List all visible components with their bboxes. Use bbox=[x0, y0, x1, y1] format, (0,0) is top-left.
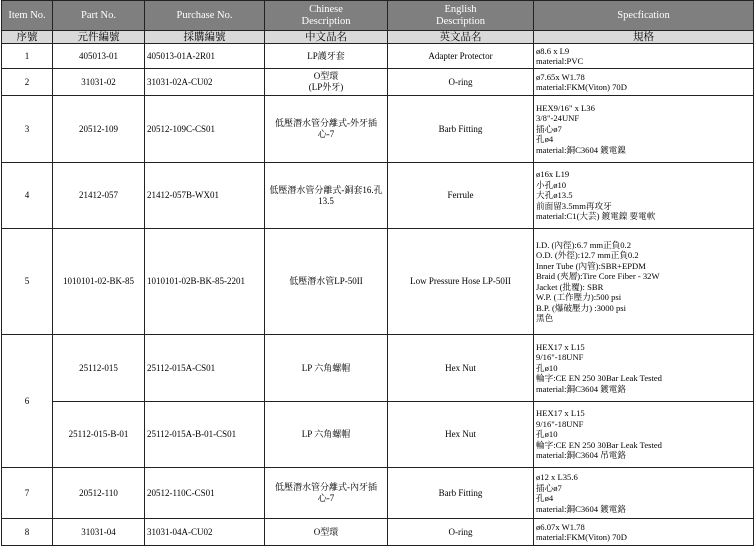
chinese-desc-cell: 低壓潛水管分離式-銅套16.孔13.5 bbox=[265, 163, 388, 229]
english-desc-cell: Ferrule bbox=[388, 163, 534, 229]
spec-cell bbox=[534, 402, 754, 468]
subheader-purchase-no: 採購編號 bbox=[145, 31, 265, 44]
chinese-desc-cell: 低壓潛水管分離式-外牙插心-7 bbox=[265, 96, 388, 163]
spec-line: 小孔ø10 bbox=[536, 179, 567, 190]
spec-line: Jacket (批覆): SBR bbox=[536, 281, 604, 292]
purchase-no-cell: 20512-110C-CS01 bbox=[145, 468, 265, 519]
part-no-cell: 31031-04 bbox=[53, 519, 145, 546]
spec-line: 插心ø7 bbox=[536, 123, 562, 134]
header-row bbox=[2, 1, 754, 31]
part-no-cell: 405013-01 bbox=[53, 44, 145, 69]
spec-line: O.D. (外徑):12.7 mm正負0.2 bbox=[536, 250, 639, 260]
spec-line: Inner Tube (內管):SBR+EPDM bbox=[536, 260, 646, 271]
item-no-cell: 7 bbox=[2, 468, 53, 519]
item-no-cell: 1 bbox=[2, 44, 53, 69]
spec-line: 插心ø7 bbox=[536, 482, 562, 493]
chinese-desc-cell: LP 六角螺帽 bbox=[265, 402, 388, 468]
chinese-desc-cell: 低壓潛水管LP-50II bbox=[265, 229, 388, 335]
table-row bbox=[2, 402, 754, 468]
header-purchase-no: Purchase No. bbox=[145, 1, 265, 31]
english-desc-cell: O-ring bbox=[388, 69, 534, 96]
spec-line: material:C1(大芸) 鍍電鎳 要電軟 bbox=[536, 211, 656, 222]
spec-line: material:PVC bbox=[536, 56, 584, 66]
table-row bbox=[2, 468, 754, 519]
purchase-no-cell: 31031-02A-CU02 bbox=[145, 69, 265, 96]
purchase-no-cell: 21412-057B-WX01 bbox=[145, 163, 265, 229]
item-no-cell: 2 bbox=[2, 69, 53, 96]
english-desc-cell: O-ring bbox=[388, 519, 534, 546]
part-no-cell: 25112-015 bbox=[53, 335, 145, 402]
header-part-no: Part No. bbox=[53, 1, 145, 31]
header-chinese-line1: Chinese bbox=[309, 4, 343, 15]
chinese-desc-cell: O型環 bbox=[265, 519, 388, 546]
item-no-cell: 3 bbox=[2, 96, 53, 163]
table-row bbox=[2, 69, 754, 96]
spec-line: HEX17 x L15 bbox=[536, 341, 585, 352]
spec-line: ø12 x L35.6 bbox=[536, 472, 578, 482]
spec-line: material:銅C3604 鍍電鎳 bbox=[536, 144, 626, 155]
spec-line: 孔ø10 bbox=[536, 362, 558, 373]
spec-line: W.P. (工作壓力):500 psi bbox=[536, 292, 622, 302]
part-no-cell: 20512-109 bbox=[53, 96, 145, 163]
spec-line: material:銅C3604 鍍電鉻 bbox=[536, 503, 626, 514]
table-row bbox=[2, 229, 754, 335]
spec-cell bbox=[534, 229, 754, 335]
item-no-cell: 4 bbox=[2, 163, 53, 229]
spec-line: ø7.65x W1.78 bbox=[536, 71, 585, 82]
spec-line: material:FKM(Viton) 70D bbox=[536, 82, 627, 92]
spec-line: HEX9/16" x L36 bbox=[536, 102, 595, 113]
spec-line: ø16x L19 bbox=[536, 169, 570, 180]
spec-line: material:銅C3604 鍍電鉻 bbox=[536, 383, 626, 394]
purchase-no-cell: 31031-04A-CU02 bbox=[145, 519, 265, 546]
part-no-cell: 20512-110 bbox=[53, 468, 145, 519]
spec-line: material:銅C3604 吊電鉻 bbox=[536, 450, 626, 461]
table-row bbox=[2, 163, 754, 229]
spec-line: B.P. (爆破壓力) :3000 psi bbox=[536, 302, 627, 313]
english-desc-cell: Hex Nut bbox=[388, 335, 534, 402]
chinese-desc-cell: O型環 (LP外牙) bbox=[265, 69, 388, 96]
purchase-no-cell: 20512-109C-CS01 bbox=[145, 96, 265, 163]
purchase-no-cell: 25112-015A-B-01-CS01 bbox=[145, 402, 265, 468]
item-no-cell: 8 bbox=[2, 519, 53, 546]
subheader-item-no: 序號 bbox=[2, 31, 53, 44]
english-desc-cell: Barb Fitting bbox=[388, 96, 534, 163]
spec-line: 孔ø4 bbox=[536, 134, 554, 145]
spec-cell bbox=[534, 69, 754, 96]
spec-cell bbox=[534, 44, 754, 69]
header-item-no: Item No. bbox=[2, 1, 53, 31]
spec-line: HEX17 x L15 bbox=[536, 408, 585, 419]
spec-line: 3/8"-24UNF bbox=[536, 113, 580, 124]
spec-line: 孔ø10 bbox=[536, 429, 558, 440]
chinese-desc-cell: LP護牙套 bbox=[265, 44, 388, 69]
header-english-line2: Description bbox=[436, 15, 485, 27]
item-no-cell: 6 bbox=[2, 335, 53, 468]
spec-cell bbox=[534, 163, 754, 229]
table-row bbox=[2, 335, 754, 402]
spec-line: 黑色 bbox=[536, 313, 554, 323]
english-desc-cell: Hex Nut bbox=[388, 402, 534, 468]
table-row bbox=[2, 519, 754, 546]
header-english-description bbox=[388, 1, 534, 31]
purchase-no-cell: 405013-01A-2R01 bbox=[145, 44, 265, 69]
english-desc-cell: Barb Fitting bbox=[388, 468, 534, 519]
english-desc-cell: Adapter Protector bbox=[388, 44, 534, 69]
spec-line: material:FKM(Viton) 70D bbox=[536, 532, 627, 542]
spec-line: 輪字:CE EN 250 30Bar Leak Tested bbox=[536, 439, 662, 450]
purchase-no-cell: 25112-015A-CS01 bbox=[145, 335, 265, 402]
spec-cell bbox=[534, 519, 754, 546]
table-row bbox=[2, 44, 754, 69]
header-specification: Specfication bbox=[534, 1, 754, 31]
subheader-row bbox=[2, 31, 754, 44]
header-chinese-line2: Description bbox=[301, 15, 351, 27]
item-no-cell: 5 bbox=[2, 229, 53, 335]
table-row bbox=[2, 96, 754, 163]
part-no-cell: 21412-057 bbox=[53, 163, 145, 229]
subheader-part-no: 元件編號 bbox=[53, 31, 145, 44]
spec-line: ø6.07x W1.78 bbox=[536, 521, 585, 532]
spec-line: Braid (夾層):Tire Core Fiber - 32W bbox=[536, 271, 660, 281]
spec-cell bbox=[534, 96, 754, 163]
header-chinese-description bbox=[265, 1, 388, 31]
spec-line: ø8.6 x L9 bbox=[536, 45, 570, 56]
subheader-specification: 規格 bbox=[534, 31, 754, 44]
chinese-desc-cell: LP 六角螺帽 bbox=[265, 335, 388, 402]
spec-line: 大孔ø13.5 bbox=[536, 190, 573, 201]
spec-cell bbox=[534, 335, 754, 402]
spec-cell bbox=[534, 468, 754, 519]
subheader-english-description: 英文品名 bbox=[388, 31, 534, 44]
part-no-cell: 25112-015-B-01 bbox=[53, 402, 145, 468]
chinese-desc-cell: 低壓潛水管分離式-內牙插心-7 bbox=[265, 468, 388, 519]
spec-line: 輪字:CE EN 250 30Bar Leak Tested bbox=[536, 373, 662, 384]
purchase-no-cell: 1010101-02B-BK-85-2201 bbox=[145, 229, 265, 335]
subheader-chinese-description: 中文品名 bbox=[265, 31, 388, 44]
part-no-cell: 1010101-02-BK-85 bbox=[53, 229, 145, 335]
part-no-cell: 31031-02 bbox=[53, 69, 145, 96]
spec-line: 9/16"-18UNF bbox=[536, 418, 584, 429]
spec-line: I.D. (內徑):6.7 mm正負0.2 bbox=[536, 239, 632, 250]
english-desc-cell: Low Pressure Hose LP-50II bbox=[388, 229, 534, 335]
spec-line: 孔ø4 bbox=[536, 493, 554, 503]
spec-line: 9/16"-18UNF bbox=[536, 352, 584, 363]
parts-spec-table bbox=[1, 0, 754, 546]
spec-line: 前面留3.5mm再攻牙 bbox=[536, 200, 612, 211]
header-english-line1: English bbox=[444, 4, 477, 15]
